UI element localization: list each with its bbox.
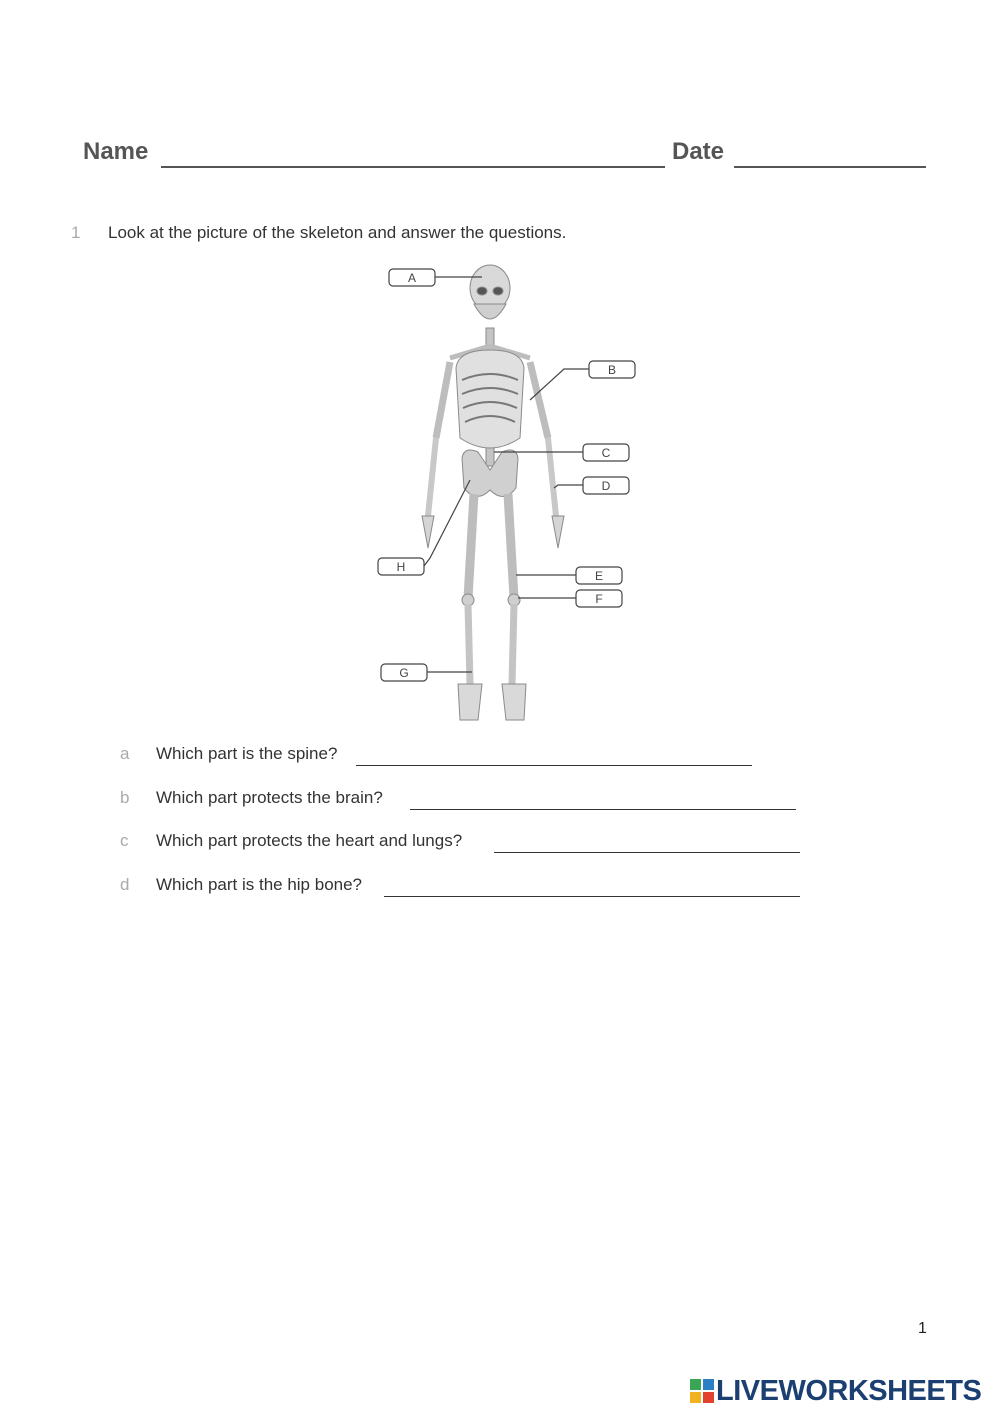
sub-question-letter: a <box>120 744 130 763</box>
label-g: G <box>399 666 409 680</box>
answer-line-d[interactable] <box>384 896 800 897</box>
date-label: Date <box>672 138 725 165</box>
label-b: B <box>607 363 617 377</box>
sub-question-text: Which part is the hip bone? <box>156 875 363 894</box>
name-field-line[interactable] <box>161 166 665 168</box>
name-label: Name <box>83 138 149 165</box>
answer-line-c[interactable] <box>494 852 800 853</box>
sub-question-letter: b <box>120 788 130 807</box>
question-instruction: Look at the picture of the skeleton and answer the questions. <box>108 223 567 242</box>
femur-shape <box>468 494 474 598</box>
sub-question-text: Which part is the spine? <box>156 744 338 763</box>
label-a: A <box>407 271 417 285</box>
sub-question-text: Which part protects the brain? <box>156 788 383 807</box>
name-date-header <box>83 138 928 178</box>
sub-question-letter: d <box>120 875 130 894</box>
label-h: H <box>396 560 406 574</box>
answer-line-b[interactable] <box>410 809 796 810</box>
liveworksheets-logo[interactable] <box>690 1373 990 1413</box>
date-field-line[interactable] <box>734 166 926 168</box>
sub-question-text: Which part protects the heart and lungs? <box>156 831 463 850</box>
liveworksheets-logo-icon <box>690 1379 714 1403</box>
answer-line-a[interactable] <box>356 765 752 766</box>
label-d: D <box>601 479 611 493</box>
skeleton-diagram <box>370 258 650 728</box>
label-f: F <box>595 592 603 606</box>
logo-text: LIVEWORKSHEETS <box>716 1375 982 1407</box>
ribcage-shape <box>456 350 524 448</box>
sub-question-letter: c <box>120 831 129 850</box>
label-e: E <box>594 569 604 583</box>
label-c: C <box>601 446 611 460</box>
page-number: 1 <box>918 1320 927 1337</box>
question-number: 1 <box>71 223 81 242</box>
